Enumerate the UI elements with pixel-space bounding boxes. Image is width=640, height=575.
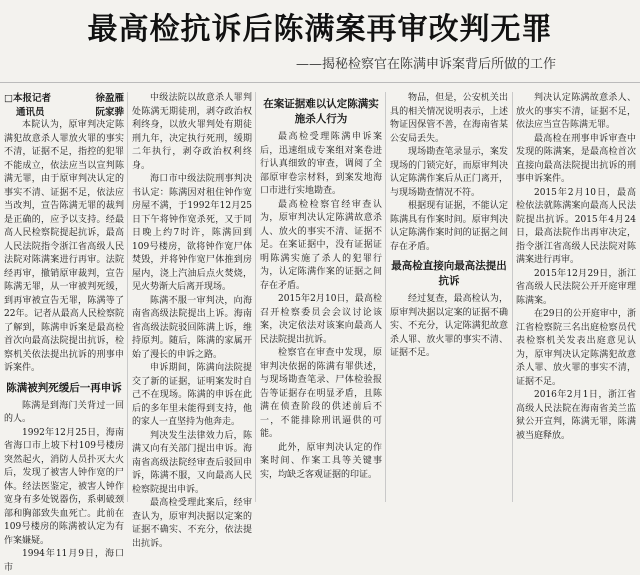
header-rule: [0, 82, 640, 83]
paragraph: 陈满是到海门关背过一回的人。: [4, 400, 124, 424]
paragraph: 最高检受理此案后，经审查认为，原审判决据以定案的证据不确实、不充分，依法提出抗诉。: [132, 498, 252, 549]
paragraph: 陈满不服一审判决，向海南省高级法院提出上诉。海南省高级法院驳回陈满上诉，维持原判。随后，陈满的家属开始了漫长的申诉之路。: [132, 295, 252, 360]
article-column-2: [132, 92, 252, 549]
paragraph: 判决发生法律效力后，陈满又向有关部门提出申诉。海南省高级法院经审查后驳回申诉，陈满不服，又向最高人民检察院提出申诉。: [132, 430, 252, 495]
column-divider: [127, 92, 128, 502]
byline-correspondent-label: 通讯员: [16, 106, 45, 118]
headline: 最高检抗诉后陈满案再审改判无罪: [87, 12, 553, 47]
paragraph: 最高检检察官经审查认为，原审判决认定陈满故意杀人、放火的事实不清、证据不足。在案证据中，没有证据证明陈满实施了杀人的犯罪行为，认定陈满作案的证据之间存在矛盾。: [260, 199, 382, 291]
article-column-1: [4, 92, 124, 573]
column-divider: [385, 92, 386, 502]
byline-correspondent: 阮家骅: [95, 106, 124, 118]
paragraph: 经过复查，最高检认为，原审判决据以定案的证据不确实、不充分，认定陈满犯故意杀人罪、放火罪的事实不清、证据不足。: [390, 294, 508, 358]
paragraph: 检察官在审查中发现，原审判决依据的陈满有罪供述，与现场勘查笔录、尸体检验报告等证据存在明显矛盾，且陈满在侦查阶段的供述前后不一，不能排除刑讯逼供的可能。: [260, 348, 382, 439]
paragraph: 在29日的公开庭审中，浙江省检察院三名出庭检察员代表检察机关发表出庭意见认为，原审判决认定陈满犯故意杀人罪、放火罪的事实不清，证据不足。: [516, 309, 636, 387]
paragraph: 最高检受理陈满申诉案后，迅速组成专案组对案卷进行认真细致的审查，调阅了全部原审卷宗材料，到案发地海口市进行实地勘查。: [260, 132, 382, 196]
section-title: 在案证据难以认定陈满实施杀人行为: [263, 98, 379, 125]
article-column-4: [390, 92, 508, 504]
article-column-5: [516, 92, 636, 504]
paragraph: 2015年12月29日，浙江省高级人民法院公开开庭审理陈满案。: [516, 268, 636, 306]
paragraph: 2015年2月10日，最高检依法就陈满案向最高人民法院提出抗诉。2015年4月24日，最高法院作出再审决定，指令浙江省高级人民法院对陈满案进行再审。: [516, 187, 636, 265]
paragraph: 最高检在刑事申诉审查中发现的陈满案，是最高检首次直接向最高法院提出抗诉的刑事申诉案件。: [516, 133, 636, 184]
paragraph: 此外，原审判决认定的作案时间、作案工具等关键事实，均缺乏客观证据的印证。: [260, 442, 382, 480]
byline-reporter-label: □本报记者: [4, 93, 51, 104]
paragraph: 1994年11月9日，海口市: [4, 549, 124, 573]
article-column-3: [260, 92, 382, 504]
column-divider: [512, 92, 513, 502]
section-title: 最高检直接向最高法提出抗诉: [391, 260, 507, 287]
paragraph: 现场勘查笔录显示，案发现场的门锁完好，而原审判决认定陈满作案后从正门离开，与现场勘查情况不符。: [390, 147, 508, 198]
section-title: 陈满被判死缓后一再申诉: [6, 381, 122, 394]
paragraph: 2016年2月1日，浙江省高级人民法院在海南省美兰监狱公开宣判，陈满无罪，陈满被当庭释放。: [516, 390, 636, 441]
paragraph: 2015年2月10日，最高检召开检察委员会会议讨论该案，决定依法对该案向最高人民法院提出抗诉。: [260, 294, 382, 345]
subheadline: ——揭秘检察官在陈满申诉案背后所做的工作: [295, 57, 556, 72]
paragraph: 根据现有证据，不能认定陈满具有作案时间。原审判决认定陈满作案时间的证据之间存在矛盾。: [390, 201, 508, 252]
paragraph: 物品，但是，公安机关出具的相关情况说明表示，上述物证因保管不善，在海南省某公安局丢失。: [390, 93, 508, 144]
paragraph: 申诉期间，陈满向法院提交了新的证据，证明案发时自己不在现场。陈满的申诉在此后的多年里未能得到支持，他的家人一直坚持为他奔走。: [132, 363, 252, 427]
paragraph: 本院认为，原审判决定陈满犯故意杀人罪放火罪的事实不清，证据不足，指控的犯罪不能成立，依法应当以宣判陈满无罪，由于原审判决认定的事实不清、证据不足，依法应当改判，宣告陈满无罪的裁判是正确的，应予以支持。经最高人民检察院提起抗诉，最高人民法院指令浙江省高级人民法院对陈满案进行再审。法院经再审，撤销原审裁判，宣告陈满无罪，从一审被判死缓，到再审被宣告无罪，陈满等了22年。记者从最高人民检察院了解到，陈满申诉案是最高检首次向最高法院提出抗诉，检察机关依法提出抗诉的刑事申诉案件。: [4, 120, 124, 373]
byline-reporter-row: [4, 92, 124, 106]
paragraph: 判决认定陈满故意杀人、放火的事实不清，证据不足，依法应当宣告陈满无罪。: [516, 93, 636, 130]
paragraph: 海口市中级法院刑事判决书认定：陈满因对租住钟作宽房屋不满，于1992年12月25日下午将钟作宽杀死，又于同日晚上约7时许，陈满回到109号楼房，欲将钟作宽尸体焚毁，并将钟作宽尸体推到房屋内，浇上汽油后点火焚烧，见火势渐大后离开现场。: [132, 174, 252, 292]
byline-reporter: 徐盈雁: [95, 93, 124, 104]
column-divider: [255, 92, 256, 502]
byline-correspondent-row: [4, 106, 124, 120]
paragraph: 中级法院以故意杀人罪判处陈满无期徒刑，剥夺政治权利终身，以放火罪判处有期徒刑九年，决定执行死刑，缓期二年执行，剥夺政治权利终身。: [132, 93, 252, 171]
paragraph: 1992年12月25日，海南省海口市上坡下村109号楼房突然起火，消防人员扑灭大火后，发现了被害人钟作宽的尸体。经法医鉴定，被害人钟作宽身有多处锐器伤，系刺破颈部和胸部致失血死亡。此前在109号楼房的陈满被认定为有作案嫌疑。: [4, 427, 124, 546]
